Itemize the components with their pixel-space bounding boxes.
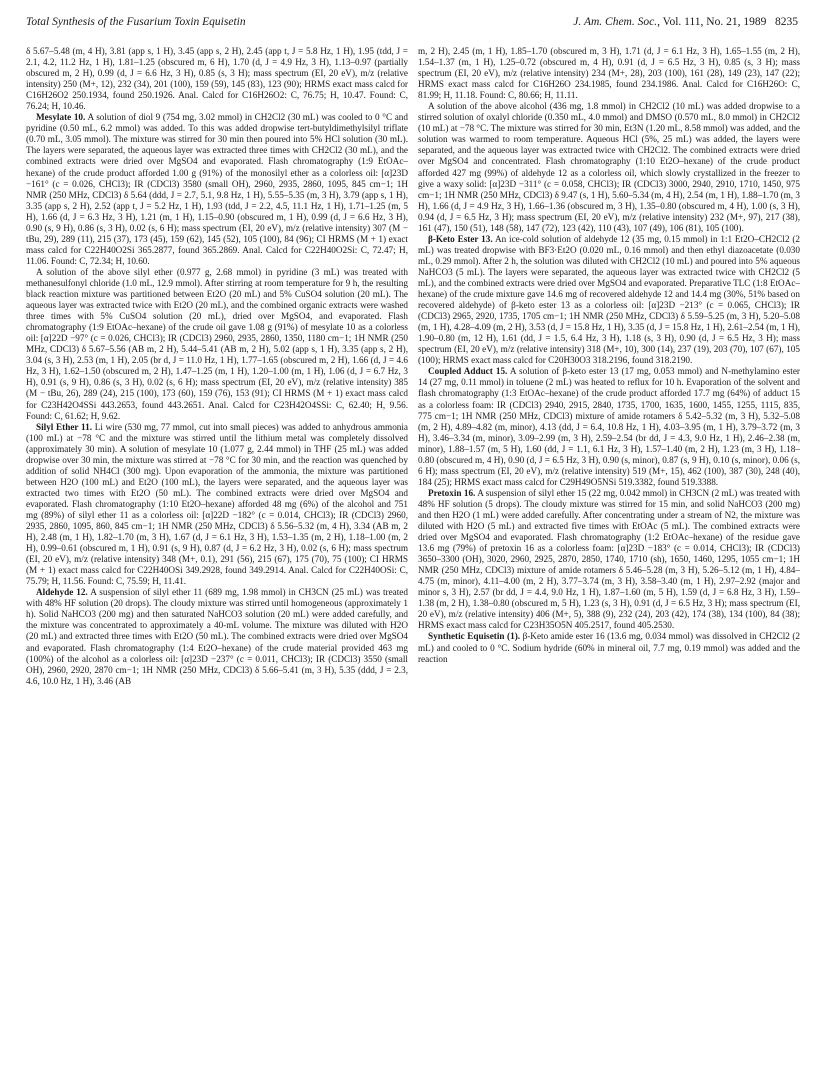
paragraph (26, 46, 408, 112)
paragraph-heading: Mesylate 10. (36, 112, 86, 123)
paragraph (26, 422, 408, 588)
paragraph-text: A solution of β-keto ester 13 (17 mg, 0.053 mmol) and N-methylamino ester 14 (27 mg, 0.11 mmol) in toluene (2 mL) was heated to reflux for 10 h. Evaporation of the solvent and flash chromatography (1:3 EtOAc–hexane) of the crude product afforded 17.7 mg (64%) of adduct 15 as a colorless foam: IR (CDCl3) 2940, 2915, 2840, 1735, 1700, 1635, 1600, 1455, 1255, 1115, 835, 775 cm−1; 1H NMR (250 MHz, CDCl3) mixture of amide rotamers δ 5.42–5.32 (m, 3 H), 5.32–5.08 (m, 2 H), 4.89–4.82 (m, minor), 4.13 (dd, J = 6.4, 10.8 Hz, 1 H), 4.03–3.95 (m, 1 H), 3.79–3.72 (m, 3 H), 3.46–3.34 (m, minor), 3.09–2.99 (m, 3 H), 2.59–2.54 (br dd, J = 4.3, 9.0 Hz, 1 H), 2.46–2.38 (m, minor), 1.88–1.57 (m, 5 H), 1.60 (dd, J = 1.1, 6.1 Hz, 3 H), 1.57–1.40 (m, 2 H), 1.23 (m, 3 H), 1.18–0.80 (obscured m, 4 H), 0.90 (d, J = 6.5 Hz, 3 H), 0.90 (s, minor), 0.87 (s, 9 H), 0.10 (s, minor), 0.06 (s, 6 H); mass spectrum (EI, 20 eV), m/z (relative intensity) 519 (M+, 15), 462 (100), 387 (30), 248 (40), 184 (25); HRMS exact mass calcd for C29H49O5NSi 519.3382, found 519.3388. (418, 366, 800, 487)
citation-volume: Vol. 111, No. 21, 1989 (662, 16, 767, 28)
paragraph (26, 587, 408, 686)
paragraph-text: β-Keto amide ester 16 (13.6 mg, 0.034 mmol) was dissolved in CH2Cl2 (2 mL) and cooled to 0 °C. Sodium hydride (60% in mineral oil, 7.7 mg, 0.19 mmol) was added and the reaction (418, 631, 800, 664)
paragraph (418, 366, 800, 488)
paragraph-heading: β-Keto Ester 13. (428, 233, 493, 244)
paragraph-heading: Pretoxin 16. (428, 487, 476, 498)
paragraph-heading: Coupled Adduct 15. (428, 366, 508, 377)
paragraph (418, 101, 800, 234)
paragraph (26, 112, 408, 267)
paragraph-text: Li wire (530 mg, 77 mmol, cut into small pieces) was added to anhydrous ammonia (100 mL) at −78 °C and the mixture was stirred until the lithium metal was completely dissolved (approximately 30 min). A solution of mesylate 10 (1.077 g, 2.44 mmol) in THF (25 mL) was added dropwise over 30 min, the mixture was stirred at −78 °C for 30 min, and the reaction was quenched by addition of solid NH4Cl (300 mg). Upon evaporation of the ammonia, the mixture was partitioned between H2O (100 mL) and Et2O (100 mL), the layers were separated, and the aqueous layer was extracted two times with Et2O (50 mL). The combined extracts were dried over MgSO4 and evaporated. Flash chromatography (1:10 Et2O–hexane) afforded 48 mg (6%) of the alcohol and 751 mg (89%) of silyl ether 11 as a colorless oil: [α]22D −182° (c = 0.014, CHCl3); IR (CDCl3) 2960, 2935, 2860, 1095, 860, 845 cm−1; 1H NMR (250 MHz, CDCl3) δ 5.56–5.32 (m, 4 H), 3.34 (AB m, 2 H), 2.48 (m, 1 H), 1.82–1.70 (m, 3 H), 1.67 (d, J = 6.1 Hz, 3 H), 1.53–1.35 (m, 2 H), 1.18–1.00 (m, 2 H), 0.99–0.61 (obscured m, 1 H), 0.91 (s, 9 H), 0.87 (d, J = 6.2 Hz, 3 H), 0.02 (s, 6 H); mass spectrum (EI, 20 eV), m/z (relative intensity) 348 (M+, 0.1), 291 (56), 215 (67), 175 (70), 75 (100); CI HRMS (M + 1) exact mass calcd for C22H40OSi 349.2928, found 349.2914. Anal. Calcd for C22H40OSi: C, 75.79; H, 11.56. Found: C, 75.59; H, 11.41. (26, 421, 408, 587)
paragraph-heading: Silyl Ether 11. (36, 421, 93, 432)
paragraph (418, 488, 800, 632)
running-header (26, 16, 798, 36)
left-text-column (26, 46, 408, 1054)
paragraph-text: A suspension of silyl ether 11 (689 mg, 1.98 mmol) in CH3CN (25 mL) was treated with 48% HF solution (20 drops). The cloudy mixture was stirred until homogeneous (approximately 1 h). Solid NaHCO3 (200 mg) and then saturated NaHCO3 solution (20 mL) were added carefully, and the mixture was concentrated to approximately a 40-mL volume. The mixture was diluted with H2O (20 mL) and extracted three times with Et2O (50 mL). The combined extracts were dried over MgSO4 and evaporated. Flash chromatography (1:4 Et2O–hexane) of the crude material provided 463 mg (100%) of the alcohol as a colorless oil: [α]23D −237° (c = 0.011, CHCl3); IR (CDCl3) 3550 (small OH), 2960, 2920, 2870 cm−1; 1H NMR (250 MHz, CDCl3) δ 5.66–5.41 (m, 3 H), 5.35 (ddd, J = 2.3, 4.6, 10.0 Hz, 1 H), 3.46 (AB (26, 587, 408, 686)
paragraph (418, 631, 800, 664)
right-text-column (418, 46, 800, 1054)
paragraph-text: A solution of the above silyl ether (0.977 g, 2.68 mmol) in pyridine (3 mL) was treated with methanesulfonyl chloride (1.0 mL, 12.9 mmol). After stirring at room temperature for 9 h, the resulting black reaction mixture was partitioned between Et2O (20 mL) and 5% CuSO4 solution (20 mL). The aqueous layer was extracted twice with Et2O (20 mL), and the combined organic extracts were washed three times with 5% CuSO4 solution (20 mL), dried over MgSO4, and evaporated. Flash chromatography (1:9 EtOAc–hexane) of the crude oil gave 1.08 g (91%) of mesylate 10 as a colorless oil: [α]22D −97° (c = 0.026, CHCl3); IR (CDCl3) 2960, 2935, 2860, 1350, 1180 cm−1; 1H NMR (250 MHz, CDCl3) δ 5.67–5.56 (AB m, 2 H), 5.44–5.41 (AB m, 2 H), 5.02 (app s, 1 H), 3.35 (app s, 2 H), 3.04 (s, 3 H), 2.53 (m, 1 H), 2.05 (br d, J = 11.0 Hz, 1 H), 1.77–1.65 (obscured m, 2 H), 1.66 (d, J = 4.6 Hz, 3 H), 1.62–1.50 (obscured m, 2 H), 1.47–1.25 (m, 1 H), 1.20–1.00 (m, 1 H), 1.06 (d, J = 6.7 Hz, 3 H), 0.91 (s, 9 H), 0.86 (s, 3 H), 0.02 (s, 6 H); mass spectrum (EI, 20 eV), m/z (relative intensity) 385 (M − tBu, 26), 289 (24), 215 (100), 173 (60), 159 (76), 153 (91); CI HRMS (M + 1) exact mass calcd for C23H42O4SSi 443.2653, found 443.2651. Anal. Calcd for C23H42O4SSi: C, 62.40; H, 9.56. Found: C, 61.62; H, 9.62. (26, 266, 408, 421)
paragraph-text: m, 2 H), 2.45 (m, 1 H), 1.85–1.70 (obscured m, 3 H), 1.71 (d, J = 6.1 Hz, 3 H), 1.65–1.55 (m, 2 H), 1.54–1.37 (m, 1 H), 1.25–0.72 (obscured m, 4 H), 0.91 (d, J = 6.5 Hz, 3 H), 0.85 (s, 3 H); mass spectrum (EI, 20 eV), m/z (relative intensity) 234 (M+, 28), 203 (100), 161 (28), 149 (23), 147 (22); HRMS exact mass calcd for C16H26O 234.1985, found 234.1986. Anal. Calcd for C16H26O: C, 81.99; H, 11.18. Found: C, 80.66; H, 11.11. (418, 46, 800, 101)
paragraph (26, 267, 408, 422)
paragraph-text: A solution of diol 9 (754 mg, 3.02 mmol) in CH2Cl2 (30 mL) was cooled to 0 °C and pyridine (0.50 mL, 6.2 mmol) was added. To this was added dropwise tert-butyldimethylsilyl triflate (0.70 mL, 3.05 mmol). The mixture was stirred for 30 min then poured into 5% HCl solution (30 mL). The layers were separated, the aqueous layer was extracted three times with CH2Cl2 (30 mL), and the combined extracts were dried over MgSO4 and evaporated. Flash chromatography (1:9 EtOAc–hexane) of the crude product afforded 1.00 g (91%) of the monosilyl ether as a colorless oil: [α]23D −161° (c = 0.026, CHCl3); IR (CDCl3) 3580 (small OH), 2960, 2935, 2860, 1095, 845 cm−1; 1H NMR (250 MHz, CDCl3) δ 5.64 (ddd, J = 2.7, 5.1, 9.8 Hz, 1 H), 5.55–5.35 (m, 3 H), 3.79 (app s, 1 H), 3.35 (app s, 2 H), 2.52 (app t, J = 5.2 Hz, 1 H), 1.93 (tdd, J = 2.2, 4.5, 11.1 Hz, 1 H), 1.71–1.25 (m, 5 H), 1.66 (d, J = 6.3 Hz, 3 H), 1.21 (m, 1 H), 1.15–0.90 (obscured m, 1 H), 0.99 (d, J = 6.6 Hz, 3 H), 0.90 (s, 9 H), 0.86 (s, 3 H), 0.02 (s, 6 H); mass spectrum (EI, 20 eV), m/z (relative intensity) 307 (M − tBu, 29), 289 (11), 215 (37), 173 (45), 159 (62), 145 (52), 105 (100), 84 (96); CI HRMS (M + 1) exact mass calcd for C22H40O2Si 365.2877, found 365.2869. Anal. Calcd for C22H40O2Si: C, 72.47; H, 11.06. Found: C, 72.34; H, 10.60. (26, 112, 408, 266)
journal-article-title: Total Synthesis of the Fusarium Toxin Equisetin (26, 16, 246, 28)
page-number: 8235 (775, 16, 798, 28)
paragraph-text: A suspension of silyl ether 15 (22 mg, 0.042 mmol) in CH3CN (2 mL) was treated with 48% HF solution (5 drops). The cloudy mixture was stirred for 15 min, and solid NaHCO3 (200 mg) and then H2O (1 mL) were added carefully. After concentrating under a stream of N2, the mixture was diluted with H2O (5 mL) and extracted five times with EtOAc (5 mL). The combined extracts were dried over MgSO4 and evaporated. Flash chromatography (1:2 EtOAc–hexane) of the residue gave 13.6 mg (79%) of pretoxin 16 as a colorless foam: [α]23D −183° (c = 0.014, CHCl3); IR (CDCl3) 3650–3300 (OH), 3020, 2960, 2925, 2870, 2850, 1740, 1710 (sh), 1650, 1460, 1295, 1055 cm−1; 1H NMR (250 MHz, CDCl3) mixture of amide rotamers δ 5.46–5.28 (m, 3 H), 5.26–5.12 (m, 1 H), 4.84–4.75 (m, minor), 4.11–4.00 (m, 2 H), 3.77–3.74 (m, 3 H), 3.58–3.40 (m, 1 H), 2.97–2.92 (major and minor s, 3 H), 2.57 (br dd, J = 4.4, 9.0 Hz, 1 H), 1.87–1.60 (m, 5 H), 1.59 (d, J = 6.8 Hz, 3 H), 1.59–1.38 (m, 2 H), 1.38–0.80 (obscured m, 5 H), 1.23 (s, 3 H), 0.91 (d, J = 6.5 Hz, 3 H); mass spectrum (EI, 20 eV), m/z (relative intensity) 406 (M+, 5), 388 (9), 232 (24), 203 (42), 174 (38), 134 (100), 84 (38); HRMS exact mass calcd for C23H35O5N 405.2517, found 405.2530. (418, 487, 800, 631)
citation-journal: J. Am. Chem. Soc., (573, 16, 660, 28)
paragraph-text: An ice-cold solution of aldehyde 12 (35 mg, 0.15 mmol) in 1:1 Et2O–CH2Cl2 (2 mL) was treated dropwise with BF3·Et2O (0.020 mL, 0.16 mmol) and then ethyl diazoacetate (0.030 mL, 0.29 mmol). After 2 h, the solution was diluted with CH2Cl2 (10 mL) and poured into 5% aqueous NaHCO3 (5 mL). The layers were separated, the aqueous layer was extracted twice with CH2Cl2 (5 mL), and the combined extracts were dried over MgSO4 and evaporated. Preparative TLC (1:8 EtOAc–hexane) of the crude mixture gave 14.6 mg of recovered aldehyde 12 and 14.4 mg (30%, 51% based on recovered aldehyde) of β-keto ester 13 as a colorless oil: [α]23D −213° (c = 0.065, CHCl3); IR (CDCl3) 2965, 2920, 1735, 1705 cm−1; 1H NMR (250 MHz, CDCl3) δ 5.59–5.25 (m, 3 H), 5.20–5.08 (m, 1 H), 4.28–4.09 (m, 2 H), 3.53 (d, J = 15.8 Hz, 1 H), 3.35 (d, J = 15.8 Hz, 1 H), 2.61–2.54 (m, 1 H), 1.90–0.80 (m, 12 H), 1.61 (dd, J = 1.5, 6.4 Hz, 3 H), 1.18 (s, 3 H), 0.90 (d, J = 6.5 Hz, 3 H); mass spectrum (EI, 20 eV), m/z (relative intensity) 318 (M+, 10), 300 (14), 237 (19), 203 (70), 107 (67), 105 (100); HRMS exact mass calcd for C20H30O3 318.2196, found 318.2190. (418, 233, 800, 366)
paragraph-heading: Aldehyde 12. (36, 587, 88, 598)
paragraph (418, 234, 800, 367)
paragraph-heading: Synthetic Equisetin (1). (428, 631, 521, 642)
paragraph-text: δ 5.67–5.48 (m, 4 H), 3.81 (app s, 1 H), 3.45 (app s, 2 H), 2.45 (app t, J = 5.8 Hz, 1 H), 1.95 (tdd, J = 2.1, 4.2, 11.2 Hz, 1 H), 1.81–1.25 (obscured m, 6 H), 1.70 (d, J = 4.9 Hz, 3 H), 1.13–0.97 (partially obscured m, 2 H), 0.99 (d, J = 6.6 Hz, 3 H), 0.85 (s, 3 H); mass spectrum (EI, 20 eV), m/z (relative intensity) 250 (M+, 12), 232 (34), 201 (100), 159 (59), 145 (83), 123 (90); HRMS exact mass calcd for C16H26O2 250.1934, found 250.1926. Anal. Calcd for C16H26O2: C, 76.75; H, 10.47. Found: C, 76.24; H, 10.46. (26, 46, 408, 112)
journal-citation (573, 16, 798, 28)
paragraph-text: A solution of the above alcohol (436 mg, 1.8 mmol) in CH2Cl2 (10 mL) was added dropwise to a stirred solution of oxalyl chloride (0.350 mL, 4.0 mmol) and DMSO (0.570 mL, 8.0 mmol) in CH2Cl2 (10 mL) at −78 °C. The mixture was stirred for 30 min, Et3N (1.20 mL, 8.58 mmol) was added, and the solution was warmed to room temperature. Aqueous HCl (5%, 25 mL) was added, the layers were separated, and the aqueous layer was extracted twice with CH2Cl2. The combined extracts were dried over MgSO4 and concentrated. Flash chromatography (1:10 Et2O–hexane) of the crude product afforded 427 mg (99%) of aldehyde 12 as a colorless oil, which slowly crystallized in the freezer to give a waxy solid: [α]23D −311° (c = 0.058, CHCl3); IR (CDCl3) 3000, 2940, 2910, 1710, 1450, 975 cm−1; 1H NMR (250 MHz, CDCl3) δ 9.47 (s, 1 H), 5.60–5.34 (m, 4 H), 2.54 (m, 1 H), 1.88–1.70 (m, 3 H), 1.66 (d, J = 4.9 Hz, 3 H), 1.66–1.36 (obscured m, 3 H), 1.35–0.80 (obscured m, 4 H), 1.00 (s, 3 H), 0.94 (d, J = 6.5 Hz, 3 H); mass spectrum (EI, 20 eV), m/z (relative intensity) 232 (M+, 97), 217 (38), 161 (47), 150 (51), 148 (58), 147 (72), 123 (42), 110 (43), 107 (49), 106 (81), 105 (100). (418, 101, 800, 233)
paragraph (418, 46, 800, 101)
